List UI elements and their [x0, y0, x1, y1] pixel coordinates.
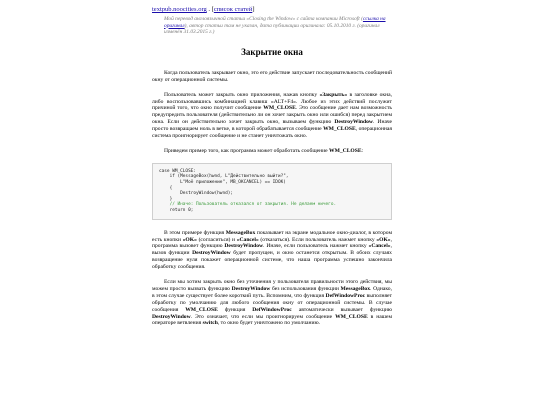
paragraph-5: Если мы хотим закрыть окно без уточнения у пользователя правильности этого действия, мы можем просто вызвать функцию DestroyWindow без использования функции MessageBox. Однако, в этом случае существует более короткий путь. Вспомним, что функция DefWindowProc выполняет обработку по умолчанию для любого сообщения окну от операционной системы. В случае сообщения WM_CLOSE функция DefWindowProc автоматически вызывает функцию DestroyWindow. Это означает, что если мы проигнорируем сообщение WM_CLOSE в нашем операторе ветвления switch, то окно будет уничтожено по умолчанию. — [152, 279, 393, 327]
site-link[interactable]: textpub.noocities.org — [152, 6, 207, 13]
intro-text-2: ), автор статьи там не указан, дата публикации оригинала: 05.10.2010 г. (оригинал изменён 31.03.2015 г.) — [164, 22, 380, 36]
code-block — [152, 163, 392, 220]
top-nav — [152, 6, 392, 14]
translation-note — [164, 16, 392, 36]
paragraph-3: Приведем пример того, как программа может обработать сообщение WM_CLOSE: — [164, 147, 364, 154]
intro-text-1: Мой перевод англоязычной статьи «Closing the Window» с сайта компании Microsoft ( — [164, 16, 363, 22]
articles-list-link[interactable]: список статей — [213, 6, 253, 13]
paragraph-4: В этом примере функция MessageBox показывает на экране модальное окно-диалог, в котором есть кнопки «OK» (согласиться) и «Cancel» (отказаться). Если пользователь нажмет кнопку «OK», программа вызовет функцию DestroyWindow. Иначе, если пользователь нажмет кнопку «Cancel», вызов функции DestroyWindow будет пропущен, и окно останется открытым. В обоих случаях возвращение нуля покажет операционной системе, что наша программа успешно закончила обработку сообщения. — [152, 229, 392, 271]
code-line: { — [159, 185, 173, 191]
code-line: return 0; — [159, 208, 194, 213]
code-line: } — [159, 196, 173, 202]
code-line: if (MessageBox(hwnd, L"Действительно выйти?", — [159, 174, 289, 180]
paragraph-2: Пользователь может закрыть окно приложения, нажав кнопку «Закрыть» в заголовке окна, либо воспользовавшись комбинацией клавиш «ALT+F4». Любое из этих действий послужит причиной того, что окно получит сообщение WM_CLOSE. Это сообщение дает нам возможность предупредить пользователя (действительно ли он хочет закрыть окно или ошибся) перед закрытием окна. Если он действительно хочет закрыть окно, вызываем функцию DestroyWindow. Иначе просто возвращаем ноль в ветке, в которой обрабатывается сообщение WM_CLOSE, операционная система проигнорирует сообщение и не станет уничтожать окно. — [152, 91, 393, 140]
code-line: L"Моё приложение", MB_OKCANCEL) == IDOK) — [159, 180, 286, 186]
code-comment: // Иначе: Пользователь отказался от закрытия. Не делаем ничего. — [159, 202, 337, 208]
nav-separator: . [ — [206, 6, 214, 13]
code-line: case WM_CLOSE: — [159, 168, 197, 174]
paragraph-1: Когда пользователь закрывает окно, это его действие запускает последовательность сообщений окну от операционной системы. — [152, 69, 392, 83]
original-link[interactable]: ссылка на оригинал — [164, 16, 386, 29]
page-title: Закрытие окна — [241, 46, 303, 57]
article — [152, 6, 392, 335]
nav-close-bracket: ] — [252, 6, 255, 13]
code-line: DestroyWindow(hwnd); — [159, 191, 234, 197]
